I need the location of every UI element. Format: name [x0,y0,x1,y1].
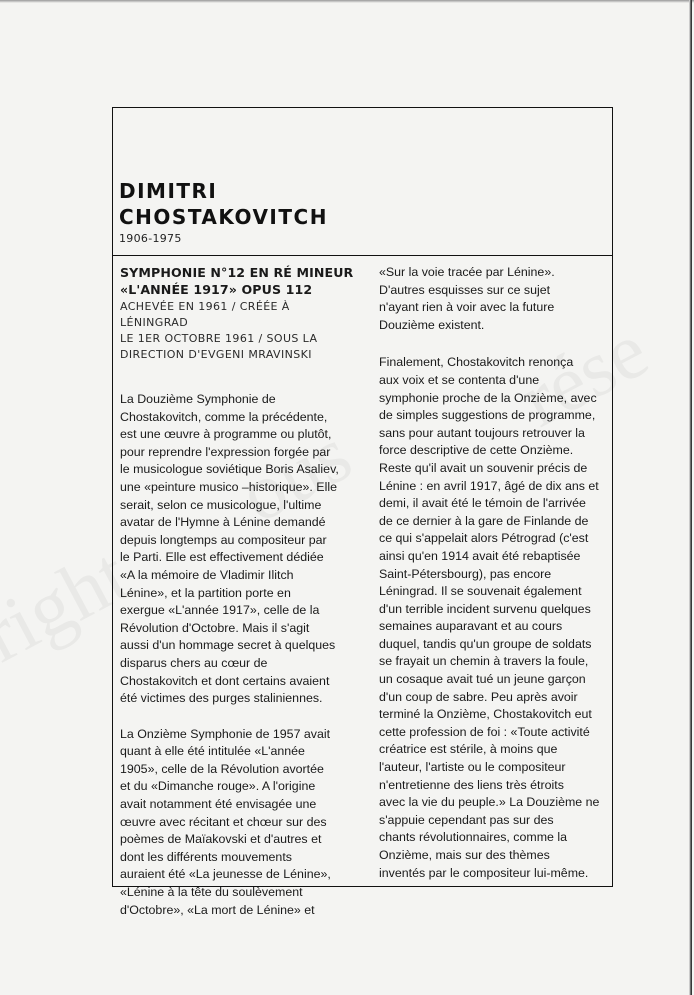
text-line: sans pour autant toujours retrouver la [379,425,585,440]
text-line: cette profession de foi : «Toute activité [379,724,590,739]
text-line: La Douzième Symphonie de [120,392,276,406]
composer-header [119,178,328,245]
text-line: d'un coup de sabre. Peu après avoir [379,689,578,704]
text-line: disparus chers au cœur de [120,655,268,670]
text-line: auraient été «La jeunesse de Lénine», [120,867,331,882]
text-line: se frayait un chemin à travers la foule, [379,654,589,669]
text-line: Léningrad. Il se souvenait également [379,584,582,599]
text-line: une «peinture musico –historique». Elle [120,479,337,494]
text-line: poèmes de Maïakovski et d'autres et [120,832,322,847]
work-info [120,299,358,363]
composer-dates: 1906-1975 [119,232,182,245]
left-column [120,264,358,919]
text-line: La Onzième Symphonie de 1957 avait [120,726,331,741]
work-info-line: LE 1ER OCTOBRE 1961 / SOUS LA [120,332,318,345]
text-line: Saint-Pétersbourg), pas encore [379,566,552,581]
text-line: œuvre avec récitant et chœur sur des [120,814,327,829]
text-line: n'ayant rien à voir avec la future [379,300,555,315]
text-line: Révolution d'Octobre. Mais il s'agit [120,620,310,635]
text-line: demi, il avait été le témoin de l'arrivée [379,496,586,511]
text-line: de simples suggestions de programme, [379,408,596,423]
text-line: exergue «L'année 1917», celle de la [120,603,320,618]
composer-first-name: DIMITRI [119,179,218,203]
text-line: «A la mémoire de Vladimir Ilitch [120,567,294,582]
text-line: et du «Dimanche rouge». A l'origine [120,779,316,794]
text-line: Reste qu'il avait un souvenir précis de [379,460,588,475]
text-line: Chostakovitch, comme la précédente, [120,409,328,424]
text-line: aussi d'un hommage secret à quelques [120,638,336,653]
page-top-edge [0,0,694,3]
text-line: Finalement, Chostakovitch renonça [379,355,574,370]
composer-last-name: CHOSTAKOVITCH [119,205,328,229]
text-line: d'un terrible incident survenu quelques [379,601,591,616]
text-line: quant à elle été intitulée «L'année [120,744,305,759]
work-info-line: DIRECTION D'EVGENI MRAVINSKI [120,348,312,361]
text-line: avec la vie du peuple.» La Douzième ne [379,795,600,810]
work-title-line: «L'ANNÉE 1917» OPUS 112 [120,282,313,297]
text-line: ainsi qu'en 1914 avait été rebaptisée [379,548,581,563]
text-line: d'Octobre», «La mort de Lénine» et [120,902,315,917]
text-line: semaines auparavant et au cours [379,619,563,634]
text-line: Lénine : en avril 1917, âgé de dix ans et [379,478,599,493]
text-line: inventés par le compositeur lui-même. [379,865,589,880]
page-right-edge [689,0,692,995]
text-line: Douzième existent. [379,317,485,332]
text-line: depuis longtemps au compositeur par [120,532,327,547]
text-line: pour reprendre l'expression forgée par [120,444,331,459]
text-line: dont les différents mouvements [120,849,292,864]
text-line: l'auteur, l'artiste ou le compositeur [379,760,566,775]
text-line: chants révolutionnaires, comme la [379,830,568,845]
header-divider [112,255,613,256]
paragraph [379,264,615,334]
text-line: symphonie proche de la Onzième, avec [379,390,597,405]
text-line: 1905», celle de la Révolution avortée [120,761,324,776]
text-line: ce qui s'appelait alors Pétrograd (c'est [379,531,589,546]
paragraph [120,391,358,708]
text-line: n'entretienne des liens très étroits [379,777,564,792]
text-line: avait notamment été envisagée une [120,797,317,812]
text-line: serait, selon ce musicologue, l'ultime [120,497,322,512]
text-line: aux voix et se contenta d'une [379,372,540,387]
work-title-line: SYMPHONIE N°12 EN RÉ MINEUR [120,265,354,280]
text-line: Onzième, mais sur des thèmes [379,848,550,862]
text-line: été victimes des purges staliniennes. [120,691,323,706]
right-column [379,264,615,882]
text-line: Chostakovitch et dont certains avaient [120,673,330,688]
text-line: le Parti. Elle est effectivement dédiée [120,550,324,565]
text-line: le musicologue soviétique Boris Asaliev, [120,462,339,477]
text-line: créatrice est stérile, à moins que [379,742,558,757]
text-line: Lénine», et la partition porte en [120,585,291,600]
text-line: terminé la Onzième, Chostakovitch eut [379,707,592,722]
text-line: force descriptive de cette Onzième. [379,443,574,458]
text-line: D'autres esquisses sur ce sujet [379,282,551,297]
paragraph [379,354,615,882]
text-line: duquel, tandis qu'un groupe de soldats [379,636,592,651]
text-line: de ce dernier à la gare de Finlande de [379,513,589,528]
paragraph [120,726,358,920]
text-line: «Lénine à la tête du soulèvement [120,885,303,900]
text-line: «Sur la voie tracée par Lénine». [379,265,555,279]
text-line: un cosaque avait tué un jeune garçon [379,672,586,687]
text-line: avatar de l'Hymne à Lénine demandé [120,515,326,530]
text-line: est une œuvre à programme ou plutôt, [120,427,332,442]
work-info-line: ACHEVÉE EN 1961 / CRÉÉE À LÉNINGRAD [120,300,290,329]
text-line: s'appuie cependant pas sur des [379,812,554,827]
